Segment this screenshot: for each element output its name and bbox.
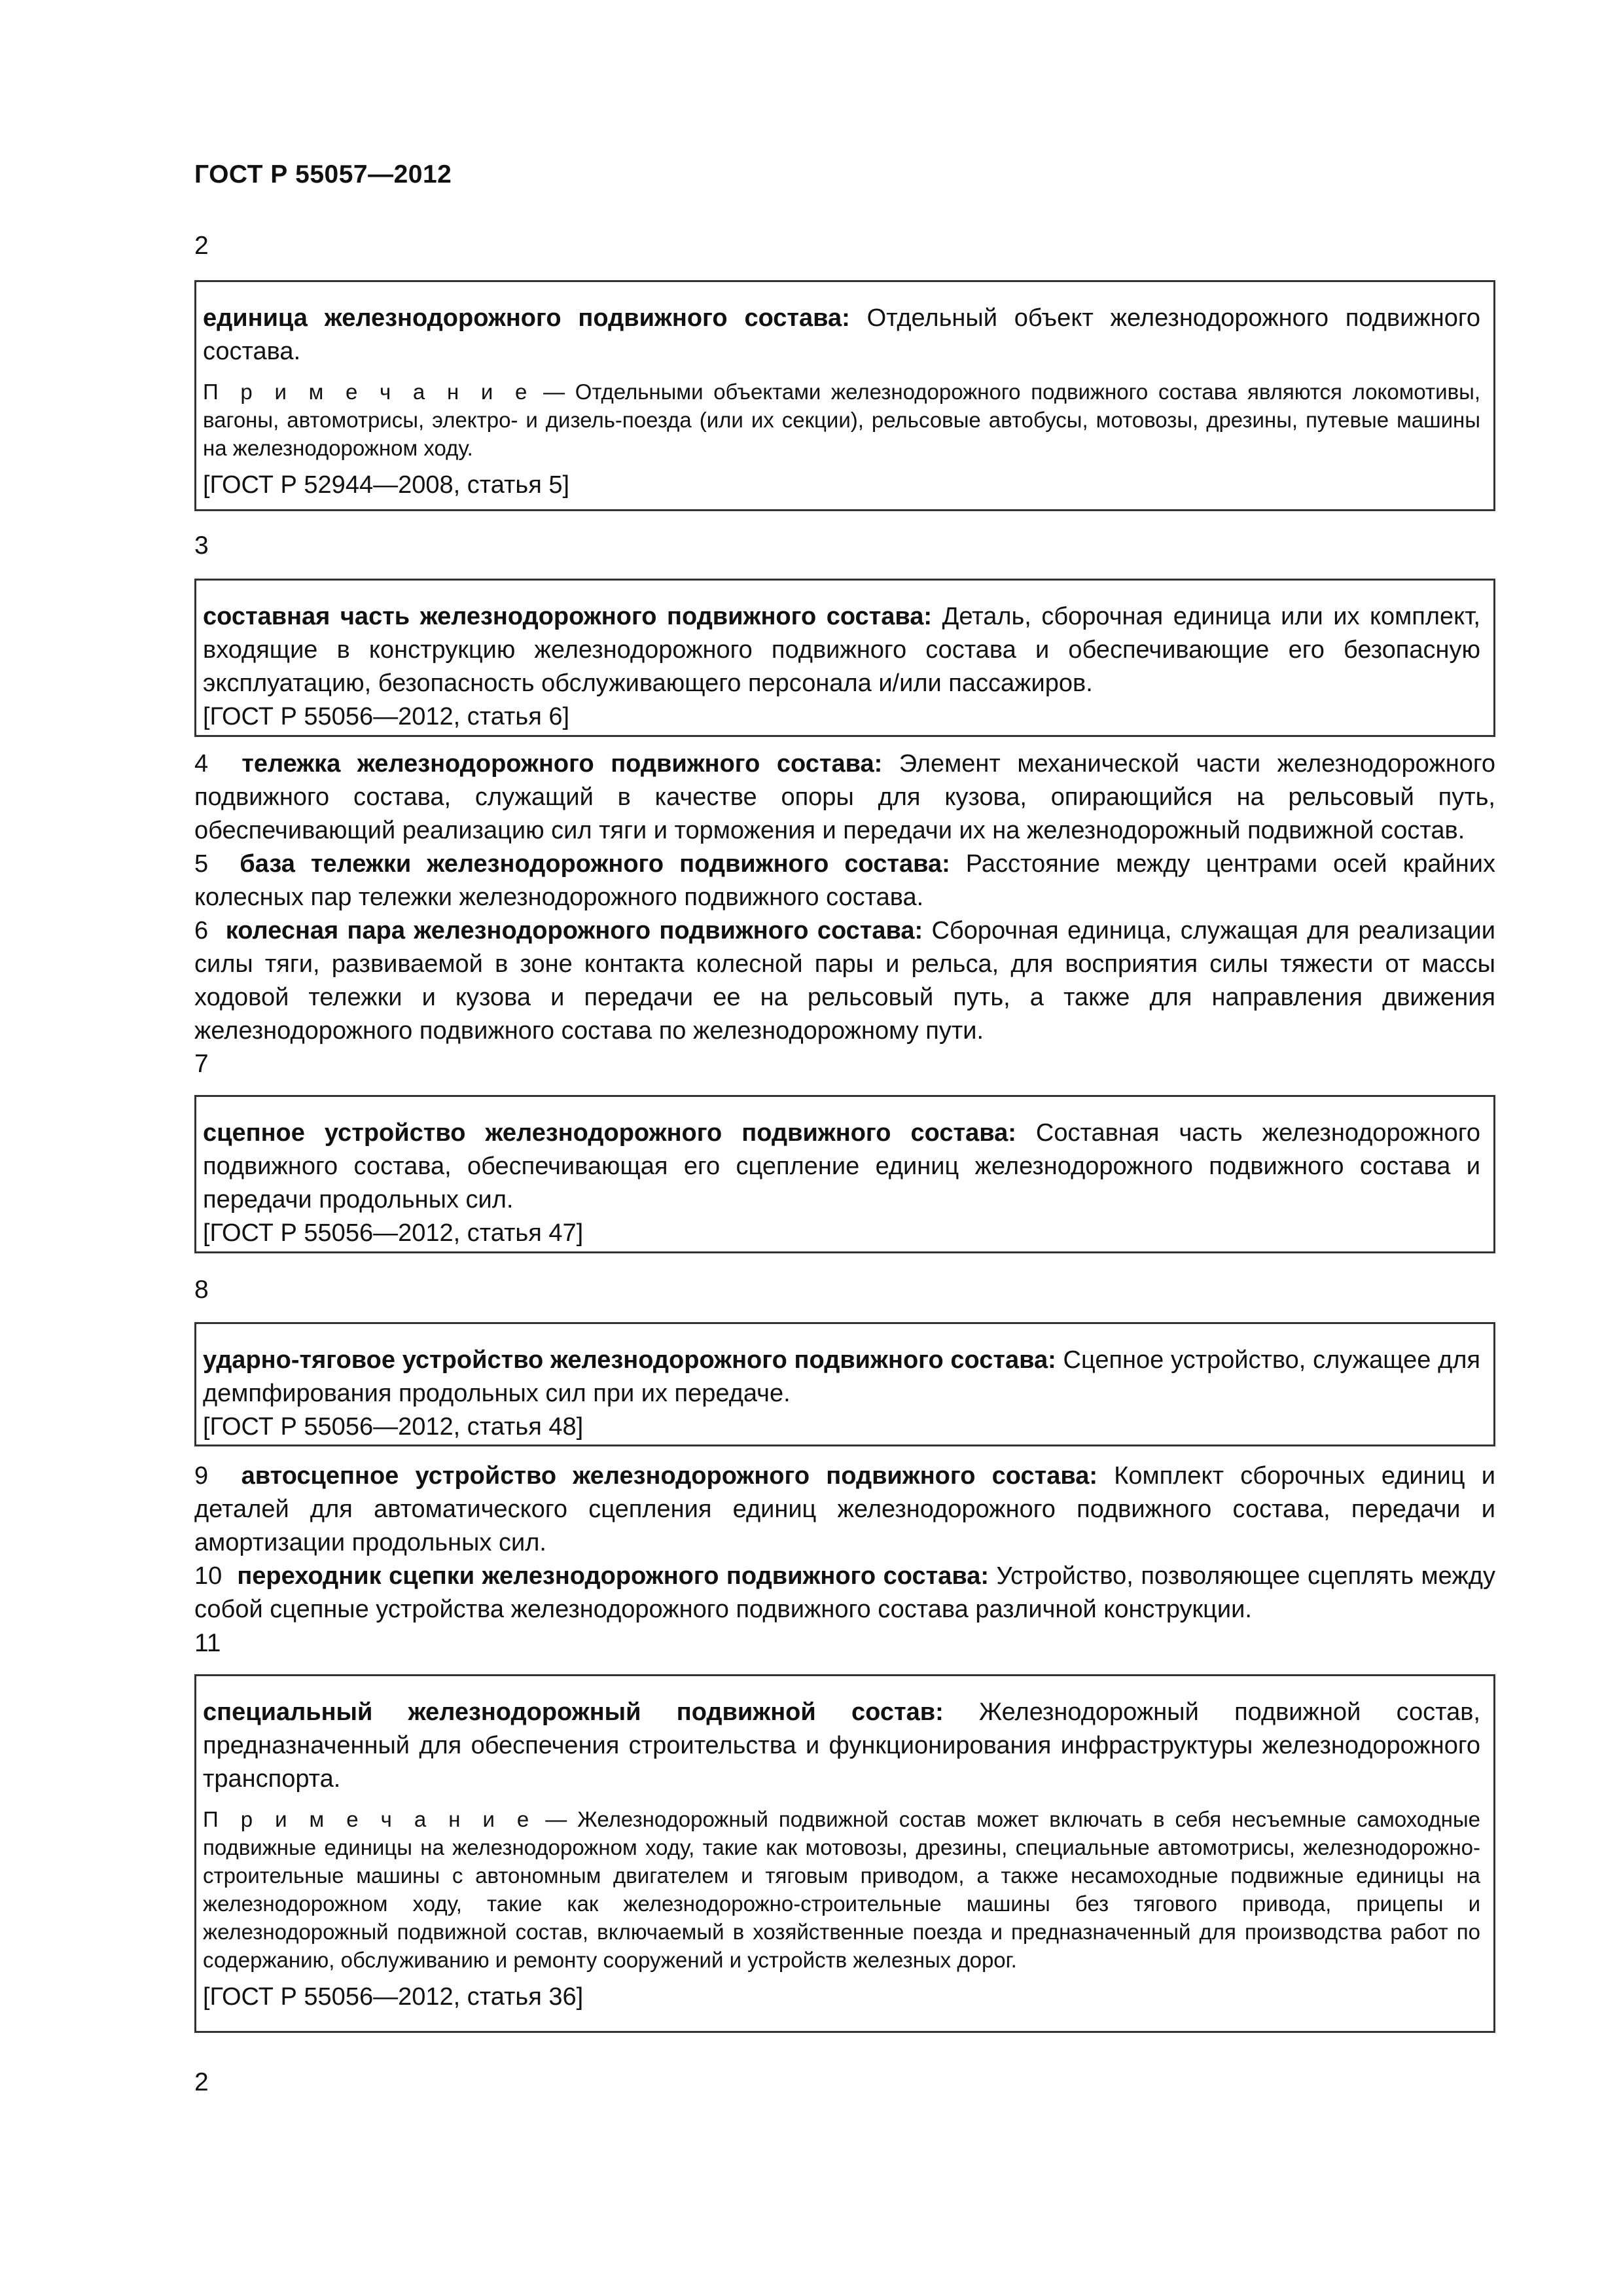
definition-text: Комплект сборочных единиц и деталей для автоматического сцепления единиц железнодорожного подвижного состава, передачи и амортизации продольных сил. (194, 1462, 1495, 1556)
note-text: — Железнодорожный подвижной состав может включать в себя несъемные самоходные подвижные единицы на железнодорожном ходу, такие как мотовозы, дрезины, специальные автомотрисы, железнодорожно-строительные машины с автономным двигателем и тяговым приводом, а также несамоходные подвижные единицы на железнодорожном ходу, такие как железнодорожно-строительные машины без тягового привода, прицепы и железнодорожный подвижной состав, включаемый в хозяйственные поезда и предназначенный для производства работ по содержанию, обслуживанию и ремонту сооружений и устройств железных дорог. (203, 1807, 1480, 1972)
entry-number: 3 (194, 531, 209, 560)
entry-number: 11 (194, 1629, 221, 1657)
entry-number: 10 (194, 1562, 223, 1590)
term-title: тележка железнодорожного подвижного состава: (241, 750, 883, 778)
source-reference: [ГОСТ Р 55056—2012, статья 48] (203, 1413, 584, 1441)
definition-text: Сборочная единица, служащая для реализации силы тяги, развиваемой в зоне контакта колесной пары и рельса, для восприятия силы тяжести от массы ходовой тележки и кузова и передачи ее на рельсовый путь, а также для направления движения железнодорожного подвижного состава по железнодорожному пути. (194, 917, 1495, 1045)
term-paragraph (194, 747, 1495, 848)
note-label: П р и м е ч а н и е (203, 380, 533, 404)
source-reference: [ГОСТ Р 55056—2012, статья 6] (203, 703, 570, 730)
term-title: сцепное устройство железнодорожного подвижного состава: (203, 1119, 1016, 1147)
term-box (194, 280, 1495, 511)
entry-number: 6 (194, 917, 209, 944)
page-number: 2 (194, 2068, 209, 2096)
definition-text: Деталь, сборочная единица или их комплект, входящие в конструкцию железнодорожного подвижного состава и обеспечивающие его безопасную эксплуатацию, безопасность обслуживающего персонала и/или пассажиров. (203, 603, 1480, 697)
term-title: составная часть железнодорожного подвижного состава: (203, 603, 933, 630)
definition-text: Расстояние между центрами осей крайних колесных пар тележки железнодорожного подвижного состава. (194, 850, 1495, 911)
term-title: специальный железнодорожный подвижной состав: (203, 1698, 944, 1726)
term-box (194, 1674, 1495, 2033)
entry-number: 4 (194, 750, 209, 778)
definition-text: Сцепное устройство, служащее для демпфирования продольных сил при их передаче. (203, 1346, 1480, 1407)
term-definition (203, 1117, 1480, 1217)
note (203, 1805, 1480, 1974)
entry-number: 5 (194, 850, 209, 878)
entry-number: 8 (194, 1276, 209, 1304)
term-definition (203, 600, 1480, 700)
term-definition (203, 1696, 1480, 1796)
term-definition (203, 1344, 1480, 1410)
term-paragraph (194, 1460, 1495, 1560)
entry-number: 2 (194, 232, 209, 260)
entry-number: 7 (194, 1050, 209, 1078)
note-label: П р и м е ч а н и е (203, 1807, 535, 1831)
term-title: база тележки железнодорожного подвижного состава: (240, 850, 950, 878)
source-reference: [ГОСТ Р 52944—2008, статья 5] (203, 471, 570, 499)
source-reference: [ГОСТ Р 55056—2012, статья 36] (203, 1983, 584, 2011)
definition-text: Железнодорожный подвижной состав, предназначенный для обеспечения строительства и функционирования инфраструктуры железнодорожного транспорта. (203, 1698, 1480, 1793)
term-paragraph (194, 848, 1495, 914)
definition-text: Элемент механической части железнодорожного подвижного состава, служащий в качестве опоры для кузова, опирающийся на рельсовый путь, обеспечивающий реализацию сил тяги и торможения и передачи их на железнодорожный подвижной состав. (194, 750, 1495, 844)
definition-text: Отдельный объект железнодорожного подвижного состава. (203, 304, 1480, 365)
note (203, 378, 1480, 462)
definition-text: Составная часть железнодорожного подвижного состава, обеспечивающая его сцепление единиц железнодорожного подвижного состава и передачи продольных сил. (203, 1119, 1480, 1213)
term-title: переходник сцепки железнодорожного подвижного состава: (237, 1562, 989, 1590)
term-box (194, 1095, 1495, 1253)
term-paragraph (194, 1560, 1495, 1626)
term-box (194, 579, 1495, 737)
term-title: единица железнодорожного подвижного состава: (203, 304, 850, 332)
document-header: ГОСТ Р 55057—2012 (194, 160, 452, 188)
term-box (194, 1322, 1495, 1446)
term-title: ударно-тяговое устройство железнодорожного подвижного состава: (203, 1346, 1056, 1374)
definition-text: Устройство, позволяющее сцеплять между собой сцепные устройства железнодорожного подвижного состава различной конструкции. (194, 1562, 1495, 1623)
term-title: автосцепное устройство железнодорожного подвижного состава: (241, 1462, 1098, 1490)
term-paragraph (194, 914, 1495, 1048)
term-definition (203, 302, 1480, 368)
entry-number: 9 (194, 1462, 209, 1490)
source-reference: [ГОСТ Р 55056—2012, статья 47] (203, 1219, 584, 1247)
note-text: — Отдельными объектами железнодорожного подвижного состава являются локомотивы, вагоны, автомотрисы, электро- и дизель-поезда (или их секции), рельсовые автобусы, мотовозы, дрезины, путевые машины на железнодорожном ходу. (203, 380, 1480, 460)
term-title: колесная пара железнодорожного подвижного состава: (225, 917, 923, 944)
